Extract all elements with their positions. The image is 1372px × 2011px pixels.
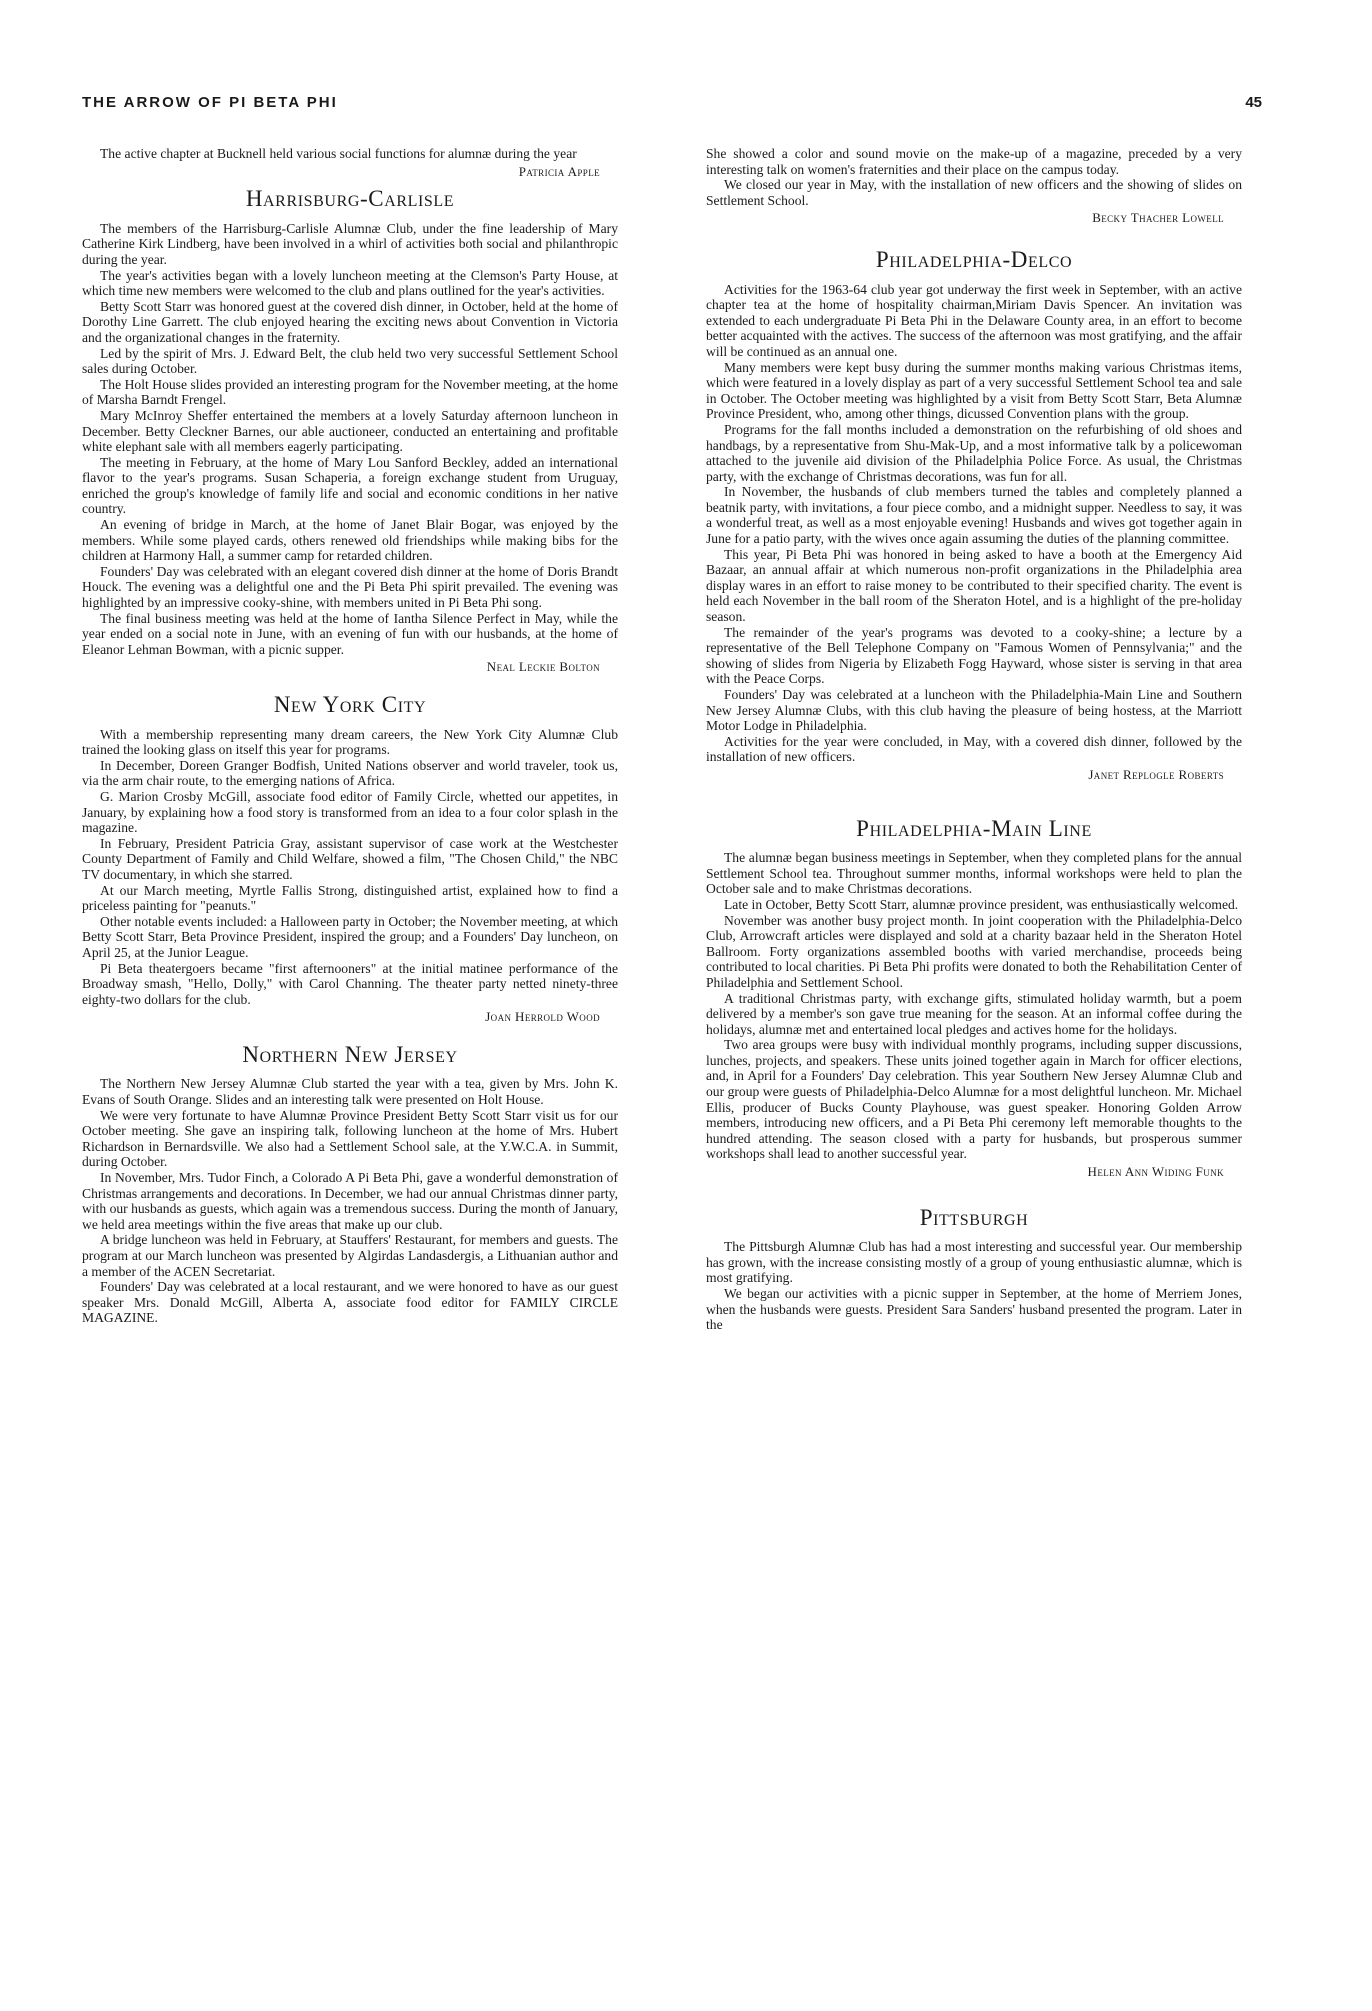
- paragraph: Led by the spirit of Mrs. J. Edward Belt, the club held two very successful Settlement School sales during October.: [82, 345, 618, 377]
- paragraph: The remainder of the year's programs was devoted to a cooky-shine; a lecture by a representative of the Bell Telephone Company on "Famous Women of Pennsylvania;" and the showing of slides from Nigeria by Elizabeth Fogg Hayward, whose sister is serving in that area with the Peace Corps.: [706, 624, 1242, 687]
- page-number: 45: [1245, 94, 1262, 111]
- continued-text: [706, 146, 1242, 226]
- paragraph: Programs for the fall months included a demonstration on the refurbishing of old shoes and handbags, by a representative from Shu-Mak-Up, and a most informative talk by a policewoman attached to the juvenile aid division of the Philadelphia Police Force. As usual, the Christmas party, with the exchange of Christmas decorations, was fun for all.: [706, 421, 1242, 484]
- paragraph: A bridge luncheon was held in February, at Stauffers' Restaurant, for members and guests. The program at our March luncheon was presented by Algirdas Landasdergis, a Lithuanian author and a member of the ACEN Secretariat.: [82, 1232, 618, 1279]
- running-title: THE ARROW OF PI BETA PHI: [82, 94, 338, 111]
- paragraph: With a membership representing many dream careers, the New York City Alumnæ Club trained the looking glass on itself this year for programs.: [82, 726, 618, 758]
- paragraph: The active chapter at Bucknell held various social functions for alumnæ during the year: [100, 146, 577, 161]
- paragraph: An evening of bridge in March, at the home of Janet Blair Bogar, was enjoyed by the members. While some played cards, others renewed old friendships while making bibs for the children at Harmony Hall, a summer camp for retarded children.: [82, 517, 618, 564]
- paragraph: We closed our year in May, with the installation of new officers and the showing of slides on Settlement School.: [706, 177, 1242, 208]
- section-title: Northern New Jersey: [242, 1041, 458, 1067]
- paragraph: Founders' Day was celebrated at a local restaurant, and we were honored to have as our guest speaker Mrs. Donald McGill, Alberta A, associate food editor for FAMILY CIRCLE MAGAZINE.: [82, 1279, 618, 1326]
- paragraph: This year, Pi Beta Phi was honored in being asked to have a booth at the Emergency Aid Bazaar, an annual affair at which numerous non-profit organizations in the Philadelphia area display wares in an effort to raise money to be contributed to their specified charity. The event is held each November in the ball room of the Sheraton Hotel, and is a highlight of the pre-holiday season.: [706, 546, 1242, 625]
- page-header: [82, 94, 1262, 111]
- philadelphia-main-line-section: [706, 815, 1242, 1180]
- paragraph: Betty Scott Starr was honored guest at the covered dish dinner, in October, held at the home of Dorothy Line Garrett. The club enjoyed hearing the exciting news about Convention in Victoria and the organizational changes in the fraternity.: [82, 298, 618, 345]
- pittsburgh-section: [706, 1204, 1242, 1333]
- paragraph: The year's activities began with a lovely luncheon meeting at the Clemson's Party House, at which time new members were welcomed to the club and plans outlined for the year's activities.: [82, 267, 618, 299]
- left-column: [82, 146, 618, 1326]
- signature: Janet Replogle Roberts: [1088, 766, 1224, 782]
- paragraph: The members of the Harrisburg-Carlisle Alumnæ Club, under the fine leadership of Mary Catherine Kirk Lindberg, have been involved in a whirl of activities both social and philanthropic during the year.: [82, 220, 618, 267]
- paragraph: At our March meeting, Myrtle Fallis Strong, distinguished artist, explained how to find a priceless painting for "peanuts.": [82, 882, 618, 914]
- paragraph: G. Marion Crosby McGill, associate food editor of Family Circle, whetted our appetites, in January, by explaining how a food story is transformed from an idea to a four color splash in the magazine.: [82, 788, 618, 836]
- section-title: New York City: [273, 692, 427, 717]
- paragraph: Other notable events included: a Halloween party in October; the November meeting, at which Betty Scott Starr, Beta Province President, inspired the group; and a Founders' Day luncheon, on April 25, at the Junior League.: [82, 913, 618, 960]
- paragraph: The Pittsburgh Alumnæ Club has had a most interesting and successful year. Our membership has grown, with the increase consisting mostly of a group of young enthusiastic alumnæ, which is most gratifying.: [706, 1239, 1242, 1286]
- paragraph: Many members were kept busy during the summer months making various Christmas items, which were featured in a lovely display as part of a very successful Settlement School tea and sale in October. The October meeting was highlighted by a visit from Betty Scott Starr, Beta Alumnæ Province President, who, among other things, dicussed Convention plans with the group.: [706, 359, 1242, 422]
- paragraph: In November, the husbands of club members turned the tables and completely planned a beatnik party, with invitations, a four piece combo, and a midnight supper. Needless to say, it was a wonderful treat, as well as a most enjoyable evening! Husbands and wives got together again in June for a patio party, with the wives once again assuming the duties of the planning committee.: [706, 484, 1242, 547]
- paragraph: The alumnæ began business meetings in September, when they completed plans for the annual Settlement School tea. Throughout summer months, informal workshops were held to plan the October sale and to make Christmas decorations.: [706, 850, 1242, 897]
- right-column: [706, 146, 1242, 1333]
- paragraph: Founders' Day was celebrated at a luncheon with the Philadelphia-Main Line and Southern New Jersey Alumnæ Clubs, with this club having the pleasure of being hostess, at the Marriott Motor Lodge in Philadelphia.: [706, 687, 1242, 734]
- paragraph: The Holt House slides provided an interesting program for the November meeting, at the home of Marsha Barndt Frengel.: [82, 376, 618, 408]
- paragraph: November was another busy project month. In joint cooperation with the Philadelphia-Delco Club, Arrowcraft articles were displayed and sold at a charity bazaar held in the Sheraton Hotel Ballroom. Forty organizations assembled booths with varied merchandise, proceeds being contributed to local charities. Pi Beta Phi profits were donated to both the Rehabilitation Center of Philadelphia and Settlement School.: [706, 912, 1242, 990]
- section-title: Pittsburgh: [919, 1204, 1029, 1230]
- paragraph: In December, Doreen Granger Bodfish, United Nations observer and world traveler, took us, via the arm chair route, to the emerging nations of Africa.: [82, 757, 618, 789]
- paragraph: The Northern New Jersey Alumnæ Club started the year with a tea, given by Mrs. John K. Evans of South Orange. Slides and an interesting talk were presented on Holt House.: [82, 1076, 618, 1108]
- paragraph: A traditional Christmas party, with exchange gifts, stimulated holiday warmth, but a poem delivered by a member's son gave true meaning for the season. At an informal coffee during the holidays, alumnæ met and entertained local pledges and actives home for the holidays.: [706, 990, 1242, 1037]
- paragraph: The meeting in February, at the home of Mary Lou Sanford Beckley, added an international flavor to the year's programs. Susan Schaperia, a foreign exchange student from Uruguay, enriched the group's knowledge of family life and social and economic conditions in her native country.: [82, 454, 618, 517]
- paragraph: Activities for the year were concluded, in May, with a covered dish dinner, followed by the installation of new officers.: [706, 733, 1242, 765]
- paragraph: Two area groups were busy with individual monthly programs, including supper discussions, lunches, projects, and speakers. These units joined together again in March for officer elections, and, in April for a Founders' Day celebration. This year Southern New Jersey Alumnæ Club and our group were guests of Philadelphia-Delco Alumnæ for a most delightful luncheon. Mr. Michael Ellis, producer of Bucks County Playhouse, was guest speaker. Honoring Golden Arrow members, introducing new officers, and a Pi Beta Phi ceremony left memorable thoughts to the hundred attending. The season closed with a party for husbands, but prosperous summer workshops shall lead to another successful year.: [706, 1037, 1242, 1162]
- paragraph: Founders' Day was celebrated with an elegant covered dish dinner at the home of Doris Brandt Houck. The evening was a delightful one and the Pi Beta Phi spirit prevailed. The evening was highlighted by an impressive cooky-shine, with members united in Pi Beta Phi song.: [82, 563, 618, 611]
- paragraph: In November, Mrs. Tudor Finch, a Colorado A Pi Beta Phi, gave a wonderful demonstration of Christmas arrangements and decorations. In December, we had our annual Christmas dinner party, with our husbands as guests, which again was a tremendous success. During the month of January, we held area meetings within the five areas that make up our club.: [82, 1170, 618, 1232]
- harrisburg-carlisle-section: [82, 186, 618, 675]
- paragraph: The final business meeting was held at the home of Iantha Silence Perfect in May, while the year ended on a social note in June, with an evening of fun with our husbands, at the home of Eleanor Lehman Bowman, with a picnic supper.: [82, 610, 618, 657]
- paragraph: We were very fortunate to have Alumnæ Province President Betty Scott Starr visit us for our October meeting. She gave an inspiring talk, following luncheon at the home of Mrs. Hubert Richardson in Bernardsville. We also had a Settlement School sale, at the Y.W.C.A. in Summit, during October.: [82, 1107, 618, 1170]
- philadelphia-delco-section: [706, 246, 1242, 783]
- section-title: Philadelphia-Main Line: [856, 815, 1092, 841]
- paragraph: Pi Beta theatergoers became "first afternooners" at the initial matinee performance of the Broadway smash, "Hello, Dolly," with Carol Channing. The theater party netted ninety-three eighty-two dollars for the club.: [82, 960, 618, 1007]
- paragraph: In February, President Patricia Gray, assistant supervisor of case work at the Westchester County Department of Family and Child Welfare, showed a film, "The Chosen Child," the NBC TV documentary, in which she starred.: [82, 835, 618, 882]
- northern-new-jersey-section: [82, 1041, 618, 1326]
- signature: Helen Ann Widing Funk: [1087, 1164, 1224, 1180]
- new-york-city-section: [82, 692, 618, 1025]
- bucknell-note: [82, 146, 618, 179]
- paragraph: Activities for the 1963-64 club year got underway the first week in September, with an active chapter tea at the home of hospitality chairman,Miriam Davis Spencer. An invitation was extended to each undergraduate Pi Beta Phi in the Delaware County area, in an effort to become better acquainted with the actives. The success of the afternoon was most gratifying, and the affair will be continued as an annual one.: [706, 281, 1242, 359]
- section-title: Philadelphia-Delco: [875, 246, 1073, 272]
- signature: Becky Thacher Lowell: [1092, 210, 1224, 226]
- paragraph: She showed a color and sound movie on the make-up of a magazine, preceded by a very interesting talk on women's fraternities and their place on the campus today.: [706, 146, 1242, 177]
- paragraph: Mary McInroy Sheffer entertained the members at a lovely Saturday afternoon luncheon in December. Betty Cleckner Barnes, our able auctioneer, conducted an entertaining and profitable white elephant sale with all members eagerly participating.: [82, 407, 618, 455]
- signature: Neal Leckie Bolton: [486, 659, 600, 675]
- paragraph: Late in October, Betty Scott Starr, alumnæ province president, was enthusiastically welcomed.: [724, 896, 1239, 912]
- paragraph: We began our activities with a picnic supper in September, at the home of Merriem Jones, when the husbands were guests. President Sara Sanders' husband presented the program. Later in the: [706, 1286, 1242, 1333]
- signature: Patricia Apple: [518, 163, 600, 179]
- signature: Joan Herrold Wood: [485, 1009, 600, 1025]
- section-title: Harrisburg-Carlisle: [245, 186, 455, 212]
